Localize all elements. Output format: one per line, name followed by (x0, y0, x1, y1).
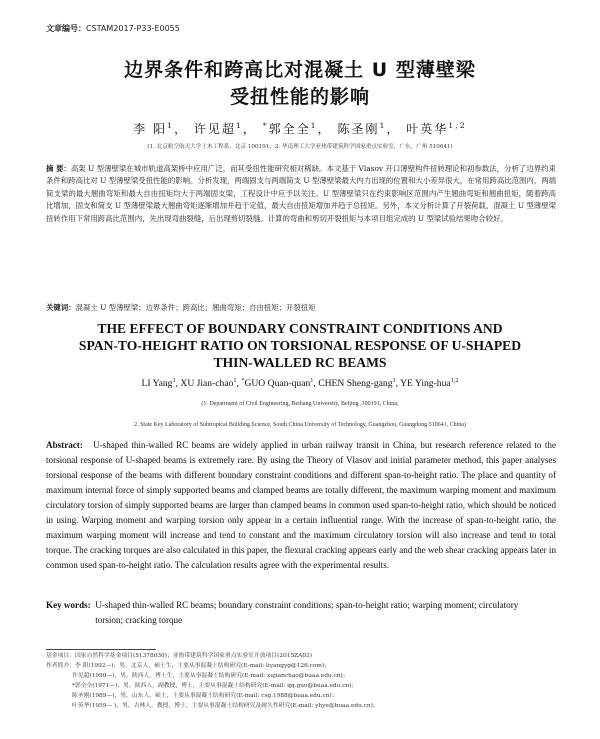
english-affiliation-2: 2. State Key Laboratory of Subtropical Building Science, South China University of Technology, Guangzhou, Guangdong 510641, China) (134, 422, 466, 428)
fund-label: 基金项目： (46, 653, 75, 659)
footnotes (46, 652, 566, 711)
chinese-title-line-1: 边界条件和跨高比对混凝土 U 型薄壁梁 (124, 59, 476, 81)
chinese-abstract-label: 摘 要： (46, 164, 71, 173)
chinese-author-list: 李 阳$^1$， 许见超$^1$， *郭全全$^1$， 陈圣刚$^1$， 叶英华$^{1,2}$ (133, 121, 467, 136)
fund-footnote (46, 652, 566, 662)
cn-author-4: 陈圣刚$^1$ (337, 121, 387, 136)
cn-author-3: *郭全全$^1$ (262, 121, 318, 136)
chinese-abstract-text: 高架 U 型薄壁梁在城市轨道高架桥中应用广泛，而其受扭性能研究相对稀缺。本文基于 Vlasov 开口薄壁构件扭转理论和初参数法，分析了边界约束条件和跨高比对 U 型薄壁梁受扭性能的影响。分析发现，两端固支与两端简支 U 型薄壁梁最大内力出现的位置和大小差异很大，在常用跨高比范围内，两端简支梁的最大翘曲弯矩和最大自由扭矩均大于两端固支梁，工程设计中应予以关注。U 型薄壁梁只在约束影响区范围内产生翘曲弯矩和翘曲扭矩，随着跨高比增加，固支和简支 U 型薄壁梁最大翘曲弯矩逐渐增加并趋于定值，最大自由扭矩增加并趋于总扭矩。另外，本文分析计算了开裂荷载，混凝土 U 型薄壁梁扭转作用下常用跨高比范围内，先出现弯曲裂缝，后出现剪切裂缝。计算的弯曲和剪切开裂扭矩与本项目组完成的 U 型梁试验结果吻合较好。 (46, 164, 556, 223)
cn-author-5: 叶英华$^{1,2}$ (406, 121, 467, 136)
english-affiliation-1: (1. Department of Civil Engineering, Beihang University, Beijing ,100191, China; (201, 401, 399, 407)
english-keywords-label: Key words: (46, 600, 91, 610)
fund-text: 国家自然科学基金项目(51378030)；亚热带建筑科学国家重点实验室开放项目(2015ZA03) (75, 653, 313, 659)
article-number-value: CSTAM2017-P33-E0055 (86, 24, 180, 33)
en-author-2: XU Jian-chao$^1$ (180, 376, 237, 389)
author-bio-4: 陈圣刚(1989—)，男，山东人，硕士，主要从事混凝土结构研究(E-mail: csg.1988@buaa.edu.cn)； (72, 692, 338, 699)
author-bio-5: 叶英华(1959— )，男，吉林人，教授，博士，主要从事混凝土结构研究及耐久性研究(E-mail: yhye@buaa.edu.cn)。 (72, 702, 379, 709)
article-number (46, 23, 180, 34)
english-abstract (46, 438, 556, 573)
en-author-1: LI Yang$^1$ (141, 376, 176, 389)
english-abstract-text: U-shaped thin-walled RC beams are widely applied in urban railway transit in China, but research reference related to the torsional response of U-shaped beams is extremely rare. By using the Theory of Vlasov and initial parameter method, this paper analyses torsional response of the beams with different boundary constraint conditions and different span-to-height ratio. The place and quantity of maximum internal force of simply supported beams and clamped beams are totally different, the maximum warping moment and maximum circulatory torsion of simply supported beams are larger than clamped beams in common used span-to-height ratio, which should be noticed in using. Warping moment and warping torsion only appear in a certain influential range. With the increase of span-to-height ratio, the maximum warping moment will increase and tend to constant and the maximum circulatory torsion will also increase and tend to total torque. The cracking torques are also calculated in this paper, the flexural cracking appears early and the web shear cracking appears later in common used span-to-height ratio. The calculation results agree with the experimental results. (46, 440, 557, 570)
english-author-list: LI Yang$^1$, XU Jian-chao$^1$, *GUO Quan-quan$^1$, CHEN Sheng-gang$^1$, YE Ying-hua$^{1,2}$ (141, 376, 459, 389)
footnote-divider (46, 649, 156, 650)
en-author-4: CHEN Sheng-gang$^1$ (318, 376, 396, 389)
english-abstract-label: Abstract: (46, 440, 83, 450)
chinese-abstract (46, 163, 556, 225)
chinese-keywords-label: 关键词： (46, 303, 76, 312)
chinese-keywords-text: 混凝土 U 型薄壁梁；边界条件；跨高比；翘曲弯矩；自由扭矩；开裂扭矩 (75, 303, 316, 312)
english-title-line-1: THE EFFECT OF BOUNDARY CONSTRAINT CONDITIONS AND (97, 321, 503, 336)
chinese-title-line-2: 受扭性能的影响 (229, 86, 370, 108)
author-bio-3: *郭全全(1971—)，男，陕西人，副教授，博士，主要从事混凝土结构研究(E-mail: qq.guo@buaa.edu.cn)； (72, 682, 358, 689)
english-title-line-2: SPAN-TO-HEIGHT RATIO ON TORSIONAL RESPONSE OF U-SHAPED (78, 338, 522, 353)
chinese-affiliation: (1. 北京航空航天大学土木工程系，北京 100191；2. 华南理工大学亚热带建筑科学国家重点实验室，广东，广州 510641) (147, 144, 453, 150)
english-keywords-text: U-shaped thin-walled RC beams; boundary constraint conditions; span-to-height ratio; warping moment; circulatory torsion; cracking torque (95, 600, 519, 625)
en-author-5: YE Ying-hua$^{1,2}$ (400, 376, 459, 389)
author-bio-2: 许见超(1990—)，男，陕西人，博士生，主要从事混凝土结构研究(E-mail: xujianchao@buaa.edu.cn)； (72, 672, 349, 679)
article-number-label: 文章编号： (46, 24, 86, 33)
author-bio-1: 作者简介：李 阳(1992—)，男，北京人，硕士生，主要从事混凝土结构研究(E-mail: liyangyg@126.com)； (46, 662, 330, 669)
en-author-3: *GUO Quan-quan$^1$ (241, 376, 314, 389)
cn-author-1: 李 阳$^1$ (133, 121, 175, 136)
english-keywords (46, 598, 556, 628)
cn-author-2: 许见超$^1$ (193, 121, 243, 136)
english-title (30, 320, 570, 371)
chinese-keywords (46, 302, 556, 314)
author-bio-label: 作者简介： (46, 662, 75, 669)
english-title-line-3: THIN-WALLED RC BEAMS (213, 355, 387, 370)
